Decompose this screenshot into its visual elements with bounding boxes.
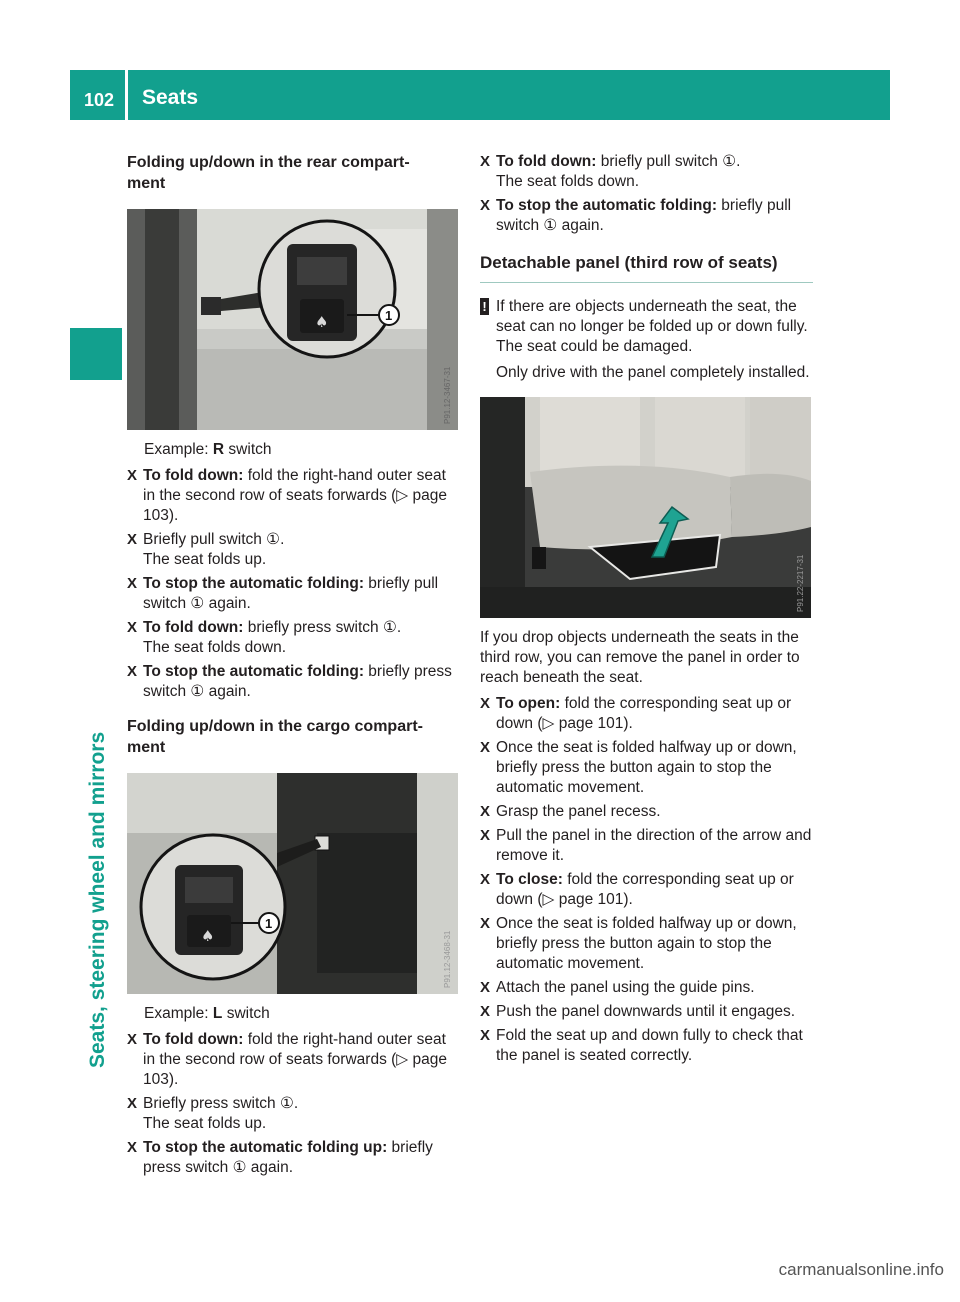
steps-rear xyxy=(127,466,460,702)
list-item: X Once the seat is folded halfway up or down, briefly press the button again to stop the automatic movement. xyxy=(480,915,797,972)
svg-text:P91.12-3468-31: P91.12-3468-31 xyxy=(443,930,452,988)
figure-cargo-switch xyxy=(127,773,458,994)
list-item: X Grasp the panel recess. xyxy=(480,803,661,820)
steps-continued xyxy=(480,152,813,236)
sidebar-label: Seats, steering wheel and mirrors xyxy=(86,731,109,1068)
section-title: Seats xyxy=(142,86,199,109)
warning-icon: ! xyxy=(480,298,489,315)
warning-instruction: Only drive with the panel completely installed. xyxy=(496,364,810,381)
caption-example-r: Example: R switch xyxy=(144,441,272,458)
figure-rear-switch xyxy=(127,209,458,430)
left-column xyxy=(127,152,460,1182)
heading-detachable-panel: Detachable panel (third row of seats) xyxy=(480,252,813,283)
list-item: X To stop the automatic folding up: briefly press switch ① again. xyxy=(127,1139,433,1176)
steps-panel xyxy=(480,694,813,1066)
list-item: X To stop the automatic folding: briefly press switch ① again. xyxy=(127,663,452,700)
list-item: X Attach the panel using the guide pins. xyxy=(480,979,755,996)
cargo-switch-photo xyxy=(127,773,458,994)
heading-cargo-compartment: Folding up/down in the cargo compart- ment xyxy=(127,718,423,756)
svg-text:1: 1 xyxy=(265,916,273,931)
list-item: X Once the seat is folded halfway up or down, briefly press the button again to stop the automatic movement. xyxy=(480,739,797,796)
list-item: X Push the panel downwards until it engages. xyxy=(480,1003,796,1020)
list-item: X Pull the panel in the direction of the arrow and remove it. xyxy=(480,827,812,864)
caption-example-l: Example: L switch xyxy=(144,1005,270,1022)
list-item: X To stop the automatic folding: briefly pull switch ① again. xyxy=(127,575,439,612)
figure-detachable-panel xyxy=(480,397,811,618)
page-number: 102 xyxy=(84,90,115,110)
intro-paragraph: If you drop objects underneath the seats in the third row, you can remove the panel in order to reach beneath the seat. xyxy=(480,629,800,686)
svg-text:♠: ♠ xyxy=(201,927,215,945)
svg-text:♠: ♠ xyxy=(315,313,329,331)
heading-rear-compartment: Folding up/down in the rear compart- ment xyxy=(127,154,410,192)
footer-watermark: carmanualsonline.info xyxy=(778,1260,944,1279)
list-item: X To fold down: fold the right-hand outer seat in the second row of seats forwards (▷ page 103). xyxy=(127,467,447,524)
panel-photo xyxy=(480,397,811,618)
rear-switch-photo xyxy=(127,209,458,430)
svg-text:P91.22-2217-31: P91.22-2217-31 xyxy=(796,554,805,612)
svg-text:P91.12-3467-31: P91.12-3467-31 xyxy=(443,366,452,424)
warning-note xyxy=(480,297,813,383)
list-item: X To open: fold the corresponding seat up or down (▷ page 101). xyxy=(480,695,792,732)
list-item: X Briefly pull switch ①. The seat folds up. xyxy=(127,531,285,568)
svg-text:1: 1 xyxy=(385,308,393,323)
list-item: X To stop the automatic folding: briefly pull switch ① again. xyxy=(480,197,792,234)
steps-cargo xyxy=(127,1030,460,1178)
list-item: X To fold down: briefly press switch ①. The seat folds down. xyxy=(127,619,402,656)
list-item: X Fold the seat up and down fully to check that the panel is seated correctly. xyxy=(480,1027,803,1064)
list-item: X Briefly press switch ①. The seat folds up. xyxy=(127,1095,299,1132)
sidebar-tab xyxy=(70,328,122,380)
right-column xyxy=(480,152,813,1070)
warning-text: If there are objects underneath the seat, the seat can no longer be folded up or down fully. The seat could be damaged. xyxy=(496,298,808,355)
list-item: X To fold down: briefly pull switch ①. The seat folds down. xyxy=(480,153,741,190)
header-divider xyxy=(125,70,128,120)
list-item: X To close: fold the corresponding seat up or down (▷ page 101). xyxy=(480,871,794,908)
list-item: X To fold down: fold the right-hand outer seat in the second row of seats forwards (▷ page 103). xyxy=(127,1031,447,1088)
